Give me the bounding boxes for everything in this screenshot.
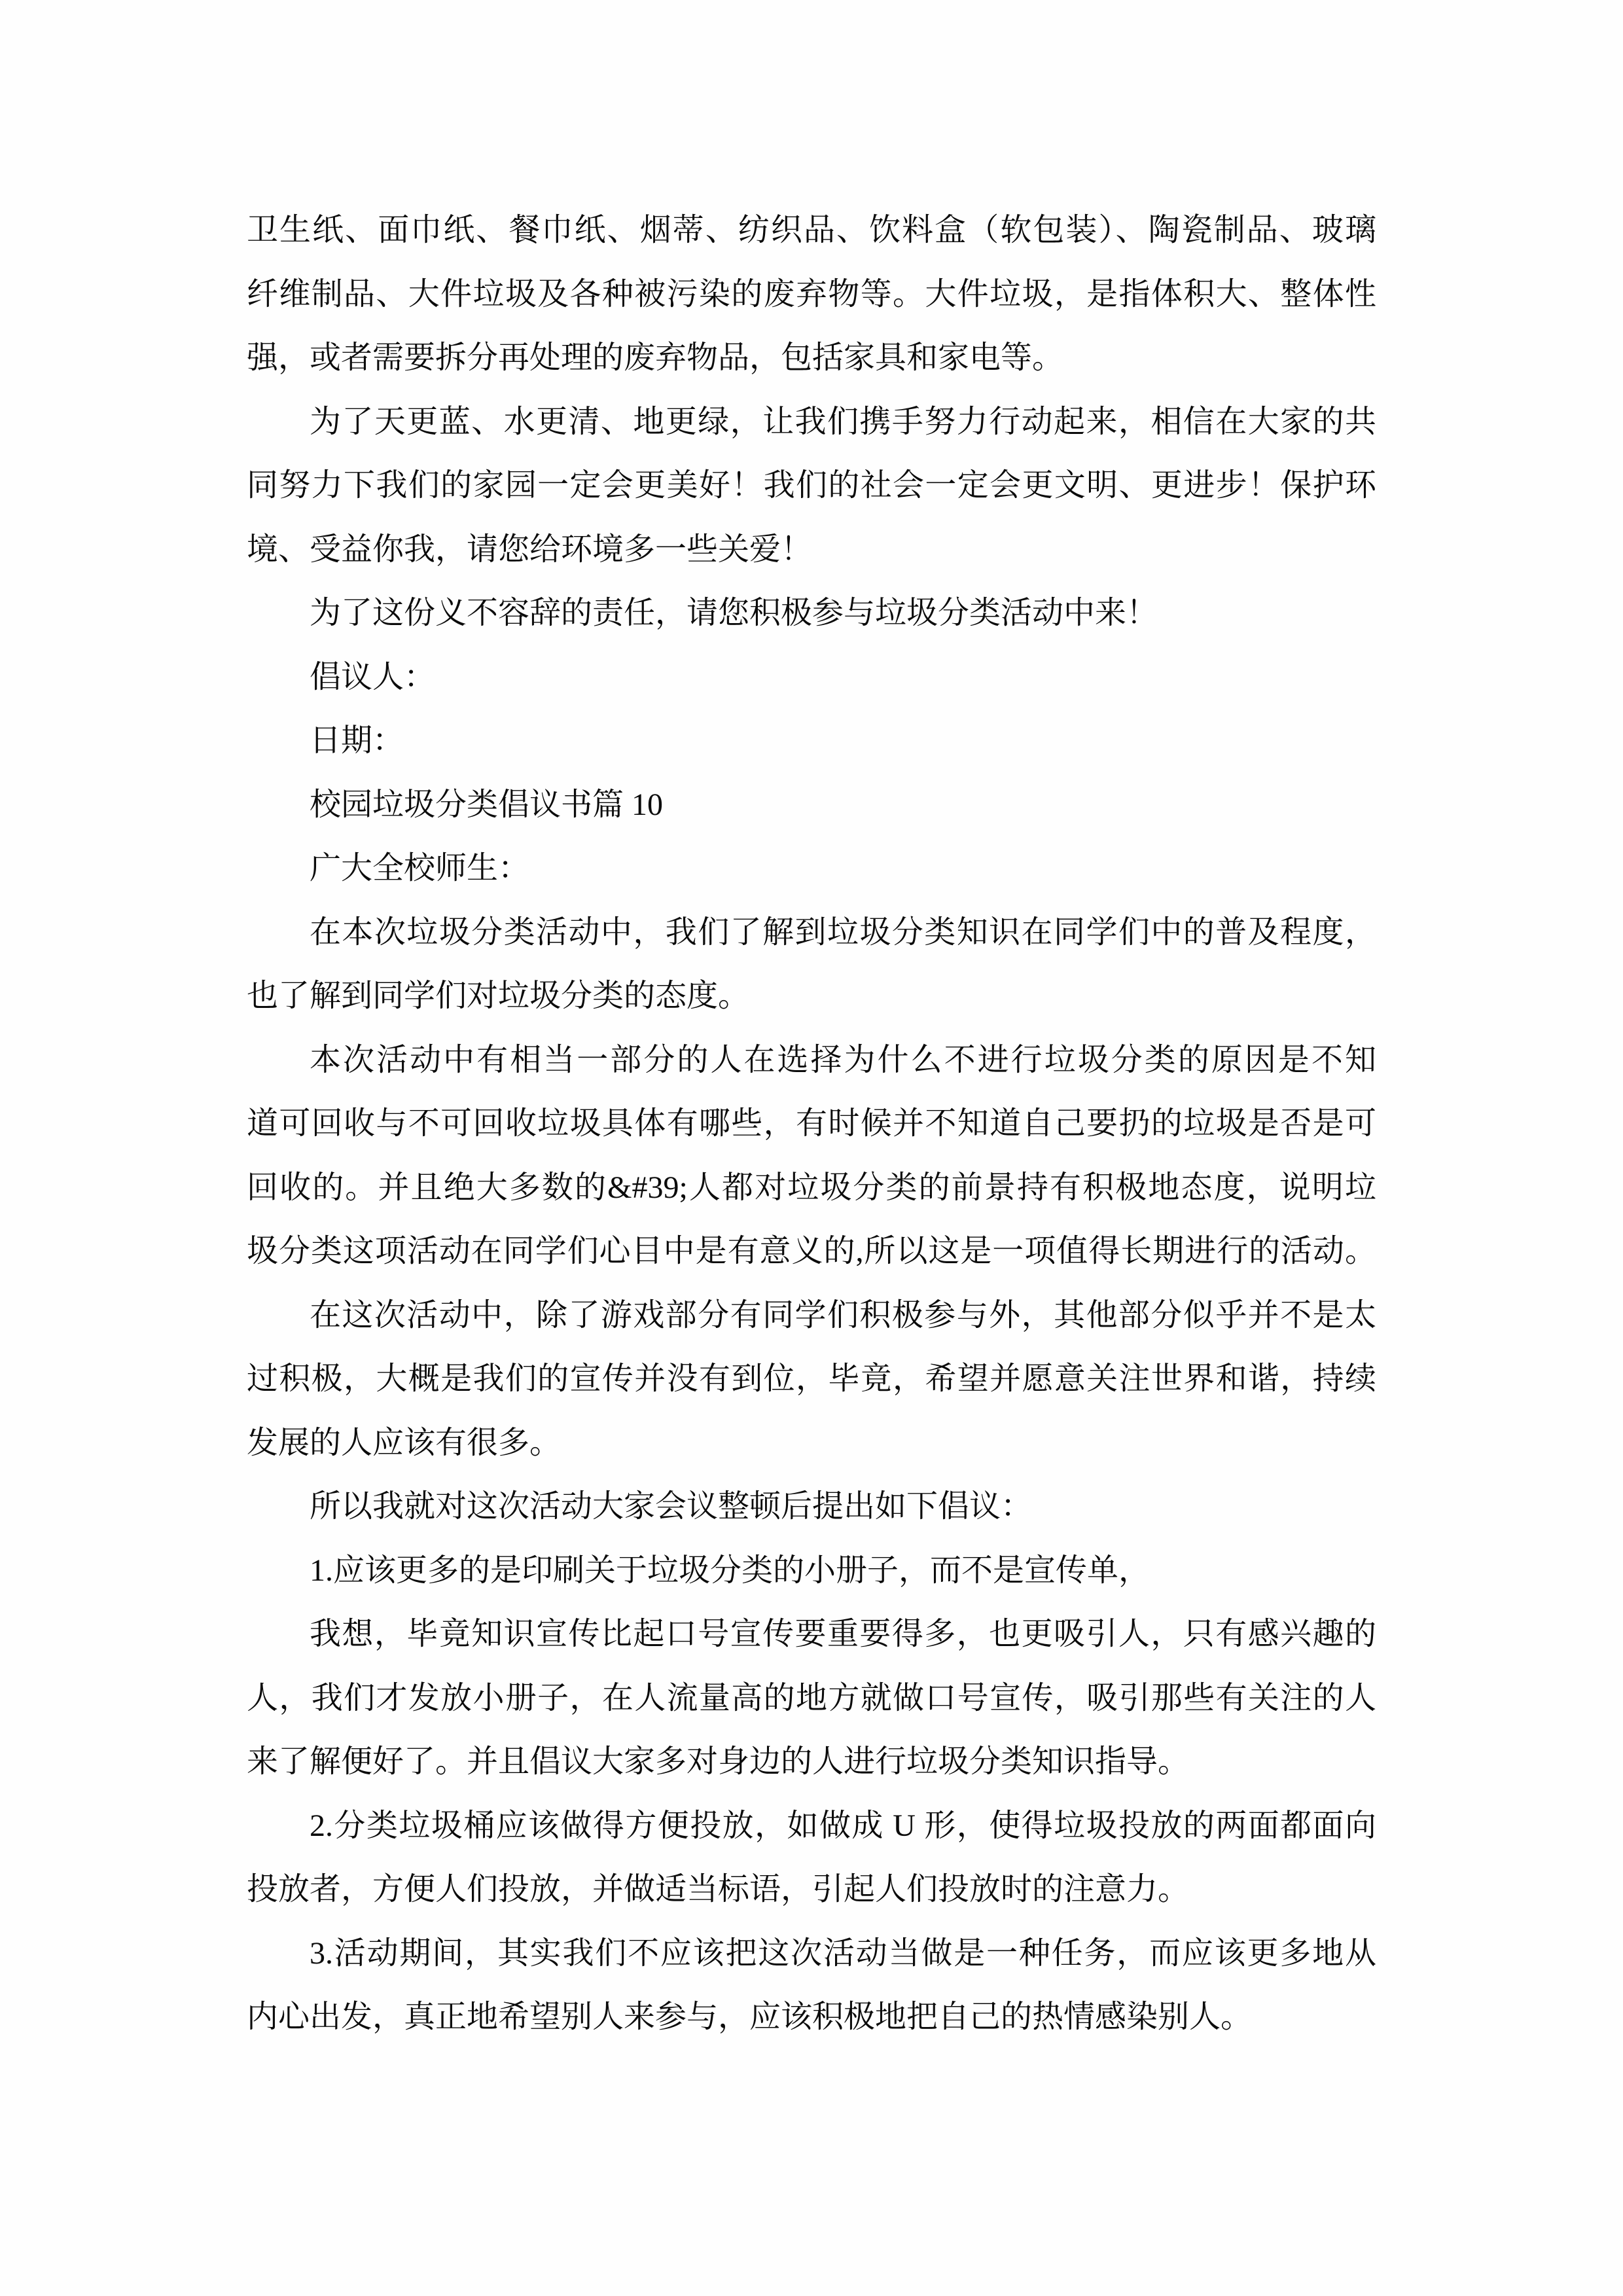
text-line: 回收的。并且绝大多数的&#39;人都对垃圾分类的前景持有积极地态度，说明垃 xyxy=(247,1170,1376,1205)
text-line: 在这次活动中，除了游戏部分有同学们积极参与外，其他部分似乎并不是太 xyxy=(310,1297,1376,1333)
text-line: 我想，毕竟知识宣传比起口号宣传要重要得多，也更吸引人，只有感兴趣的 xyxy=(310,1617,1376,1651)
text-line: 3.活动期间，其实我们不应该把这次活动当做是一种任务，而应该更多地从 xyxy=(310,1935,1376,1971)
text-line: 所以我就对这次活动大家会议整顿后提出如下倡议： xyxy=(310,1489,1033,1524)
text-line: 卫生纸、面巾纸、餐巾纸、烟蒂、纺织品、饮料盒（软包装）、陶瓷制品、玻璃 xyxy=(247,213,1376,247)
document-text-block xyxy=(247,198,1376,2049)
text-line: 投放者，方便人们投放，并做适当标语，引起人们投放时的注意力。 xyxy=(247,1872,1190,1907)
text-line: 同努力下我们的家园一定会更美好！我们的社会一定会更文明、更进步！保护环 xyxy=(247,468,1376,503)
text-line: 倡议人： xyxy=(310,659,436,694)
text-line: 发展的人应该有很多。 xyxy=(247,1425,562,1460)
text-line: 过积极，大概是我们的宣传并没有到位，毕竟，希望并愿意关注世界和谐，持续 xyxy=(247,1361,1376,1396)
text-line: 为了天更蓝、水更清、地更绿，让我们携手努力行动起来，相信在大家的共 xyxy=(310,404,1376,439)
text-line: 强，或者需要拆分再处理的废弃物品，包括家具和家电等。 xyxy=(247,340,1064,375)
text-line: 2.分类垃圾桶应该做得方便投放，如做成 U 形，使得垃圾投放的两面都面向 xyxy=(310,1808,1376,1843)
text-line: 为了这份义不容辞的责任，请您积极参与垃圾分类活动中来！ xyxy=(310,596,1158,630)
text-line: 人，我们才发放小册子，在人流量高的地方就做口号宣传，吸引那些有关注的人 xyxy=(247,1680,1376,1715)
text-line: 道可回收与不可回收垃圾具体有哪些，有时候并不知道自己要扔的垃圾是否是可 xyxy=(247,1106,1376,1141)
text-line: 圾分类这项活动在同学们心目中是有意义的,所以这是一项值得长期进行的活动。 xyxy=(247,1234,1376,1268)
text-line: 内心出发，真正地希望别人来参与，应该积极地把自己的热情感染别人。 xyxy=(247,2000,1253,2034)
text-line: 在本次垃圾分类活动中，我们了解到垃圾分类知识在同学们中的普及程度， xyxy=(310,914,1376,950)
text-line: 1.应该更多的是印刷关于垃圾分类的小册子，而不是宣传单， xyxy=(310,1552,1150,1588)
text-line: 广大全校师生： xyxy=(310,851,530,886)
text-line: 也了解到同学们对垃圾分类的态度。 xyxy=(247,978,750,1013)
text-line: 日期： xyxy=(310,723,404,758)
text-line: 本次活动中有相当一部分的人在选择为什么不进行垃圾分类的原因是不知 xyxy=(310,1042,1376,1077)
text-line: 境、受益你我，请您给环境多一些关爱！ xyxy=(247,531,813,567)
text-line: 校园垃圾分类倡议书篇 10 xyxy=(310,787,664,822)
text-line: 来了解便好了。并且倡议大家多对身边的人进行垃圾分类知识指导。 xyxy=(247,1744,1190,1779)
text-line: 纤维制品、大件垃圾及各种被污染的废弃物等。大件垃圾，是指体积大、整体性 xyxy=(247,276,1376,312)
